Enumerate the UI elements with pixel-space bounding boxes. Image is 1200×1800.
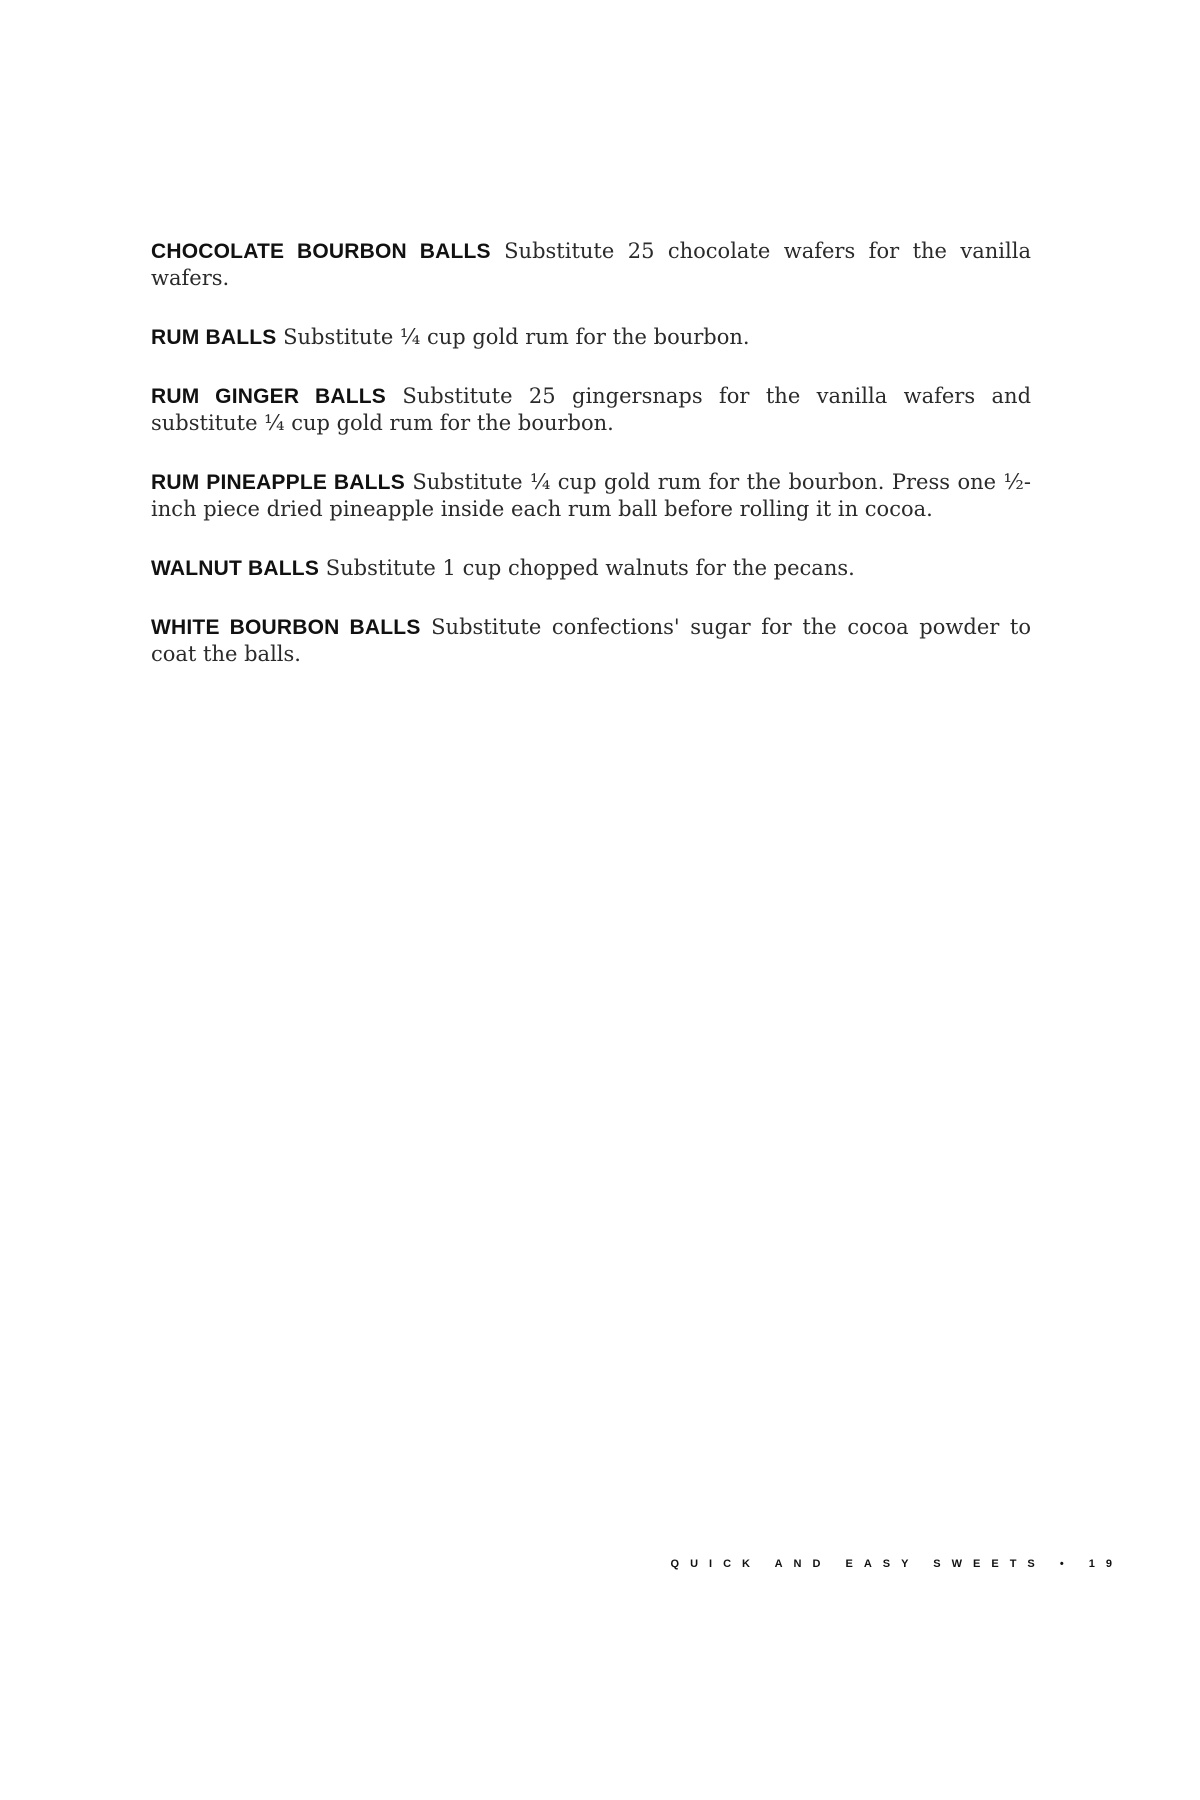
recipe-variations — [151, 238, 1031, 700]
variation-rum-balls — [151, 324, 1031, 351]
variation-text: Substitute ¼ cup gold rum for the bourbon. — [283, 325, 750, 349]
footer-separator: • — [1059, 1558, 1075, 1570]
footer-section-title: QUICK AND EASY SWEETS — [670, 1558, 1046, 1570]
variation-name: WALNUT BALLS — [151, 557, 320, 580]
variation-white-bourbon-balls — [151, 614, 1031, 668]
variation-text: Substitute 1 cup chopped walnuts for the pecans. — [325, 556, 855, 580]
variation-name: CHOCOLATE BOURBON BALLS — [151, 240, 491, 263]
variation-rum-pineapple-balls — [151, 469, 1031, 523]
variation-name: RUM GINGER BALLS — [151, 385, 386, 408]
variation-walnut-balls — [151, 555, 1031, 582]
variation-text: Substitute confections' sugar for the cocoa powder to coat the balls. — [151, 615, 1031, 666]
variation-rum-ginger-balls — [151, 383, 1031, 437]
variation-name: RUM BALLS — [151, 326, 277, 349]
variation-name: WHITE BOURBON BALLS — [151, 616, 421, 639]
variation-name: RUM PINEAPPLE BALLS — [151, 471, 405, 494]
variation-text: Substitute 25 chocolate wafers for the vanilla wafers. — [151, 239, 1031, 290]
variation-chocolate-bourbon-balls — [151, 238, 1031, 292]
page-number: 19 — [1088, 1558, 1123, 1570]
variation-text: Substitute 25 gingersnaps for the vanilla wafers and substitute ¼ cup gold rum for the bourbon. — [151, 384, 1032, 435]
running-footer — [600, 1558, 1123, 1570]
variation-text: Substitute ¼ cup gold rum for the bourbon. Press one ½-inch piece dried pineapple inside each rum ball before rolling it in cocoa. — [151, 470, 1031, 521]
